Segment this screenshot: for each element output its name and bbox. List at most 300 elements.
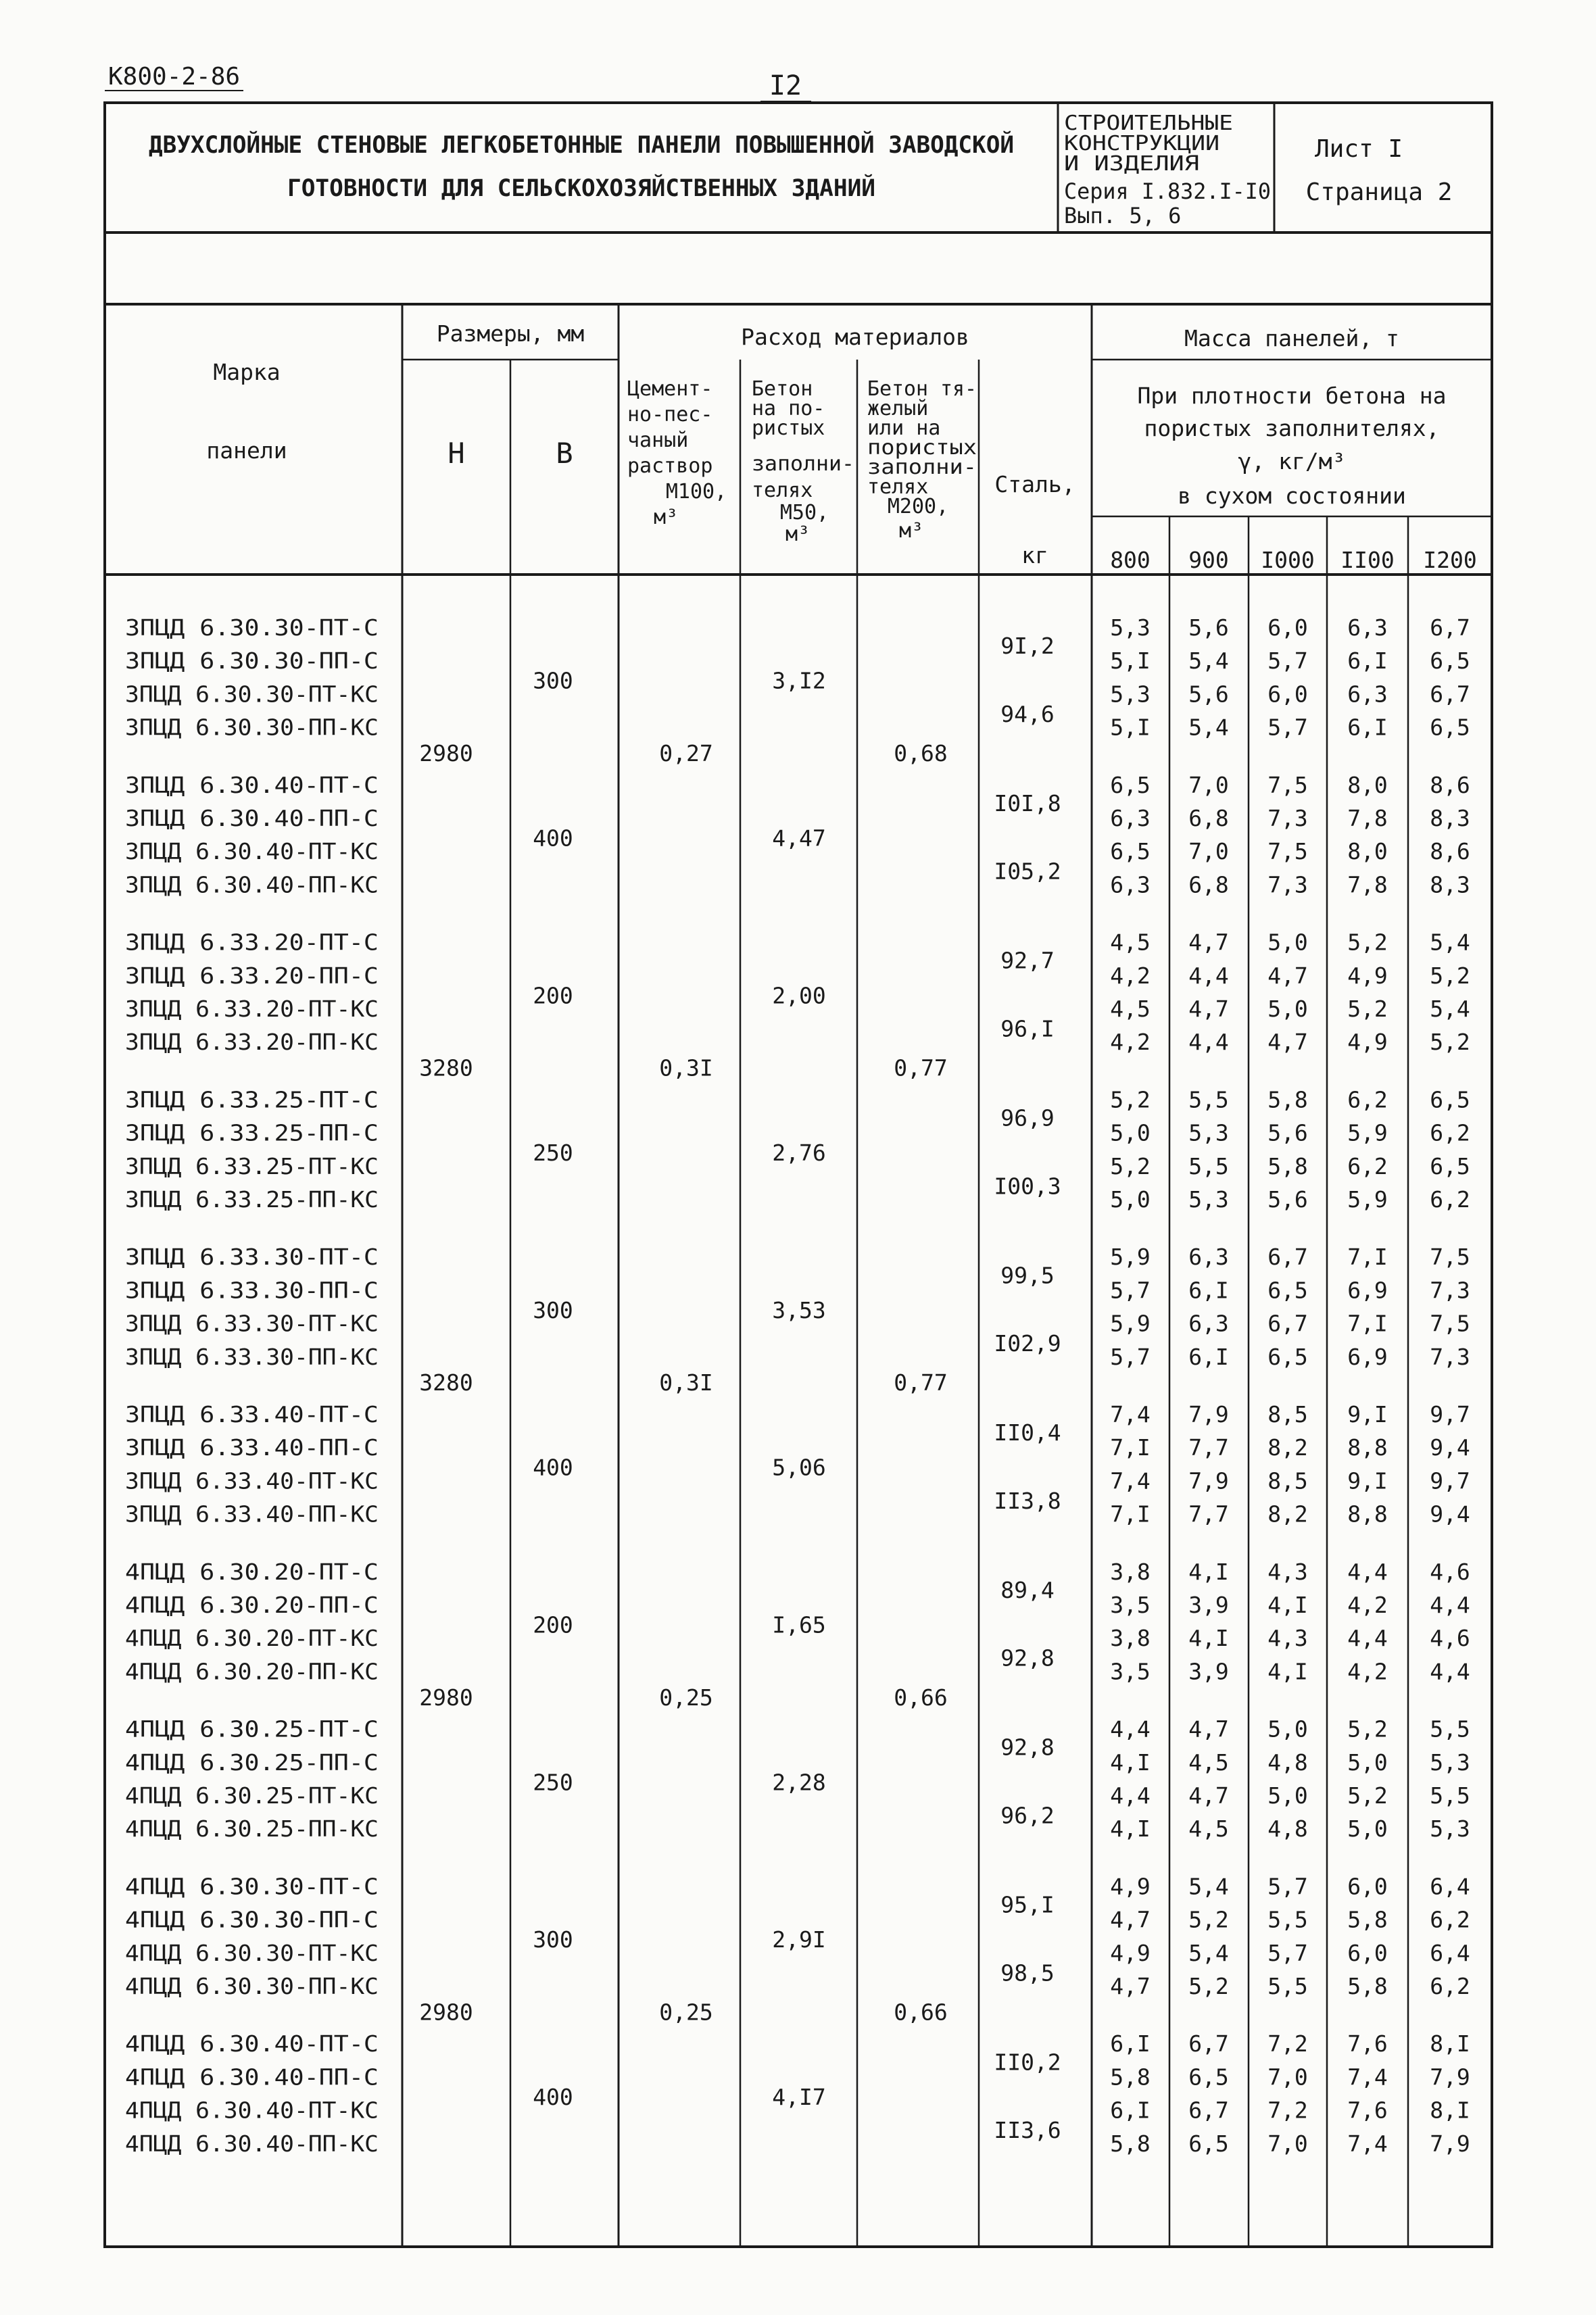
panel-mark: 3ПЦД 6.30.40-ПТ-КС (125, 838, 379, 865)
panel-mass-value: 9,4 (1430, 1434, 1470, 1461)
steel-mass: 9I,2 (1000, 633, 1055, 660)
panel-mark: 3ПЦД 6.30.30-ПП-С (125, 648, 379, 675)
cement-header-line5: М100, (665, 480, 727, 504)
steel-mass: I00,3 (994, 1173, 1061, 1200)
panel-height-h: 2980 (419, 739, 473, 766)
series-block-line2: КОНСТРУКЦИИ (1064, 132, 1219, 155)
steel-mass: 96,I (1000, 1015, 1055, 1042)
panel-mass-value: 6,7 (1188, 2097, 1229, 2124)
cement-header-line4: раствор (627, 454, 713, 478)
panel-mass-value: 3,9 (1188, 1658, 1229, 1685)
panel-mass-value: 7,5 (1267, 771, 1308, 798)
panel-mass-value: 6,5 (1267, 1343, 1308, 1370)
panel-mark: 4ПЦД 6.30.20-ПП-КС (125, 1658, 379, 1685)
column-headers (206, 320, 1476, 573)
panel-width-b: 250 (533, 1769, 573, 1796)
document-code: К800-2-86 (108, 63, 241, 91)
panel-mass-value: 7,8 (1347, 871, 1388, 898)
panel-mass-value: 6,8 (1188, 805, 1229, 831)
panel-mass-value: 6,5 (1188, 2130, 1229, 2157)
heavy-concrete-header (867, 377, 977, 543)
panel-mass-value: 6,5 (1110, 771, 1151, 798)
panel-width-b: 400 (533, 825, 573, 852)
panel-mass-value: 7,6 (1347, 2030, 1388, 2057)
panel-mass-value: 5,0 (1267, 1782, 1308, 1809)
steel-mass: II3,6 (994, 2117, 1061, 2144)
panel-mass-value: 5,0 (1110, 1119, 1151, 1146)
panel-mark: 4ПЦД 6.30.30-ПП-КС (125, 1973, 379, 1999)
panel-mass-value: 4,8 (1267, 1816, 1308, 1843)
light-concrete-volume: 2,76 (772, 1140, 826, 1167)
panel-mass-value: 5,2 (1110, 1086, 1151, 1113)
panel-mass-value: 5,4 (1188, 648, 1229, 675)
panel-mass-value: 5,7 (1267, 1873, 1308, 1900)
panel-mass-value: 6,9 (1347, 1277, 1388, 1304)
density-header-line3: γ, кг/м³ (1238, 448, 1346, 474)
panel-mass-value: 4,5 (1188, 1816, 1229, 1843)
panel-mass-value: 4,I (1110, 1816, 1151, 1843)
panel-mass-value: 7,9 (1188, 1401, 1229, 1428)
light-concrete-volume: 2,00 (772, 982, 826, 1009)
panel-mass-value: 4,4 (1188, 962, 1229, 989)
panel-mark: 4ПЦД 6.30.40-ПТ-С (125, 2030, 379, 2057)
cement-mortar-volume: 0,27 (659, 739, 713, 766)
panel-mass-value: 8,0 (1347, 771, 1388, 798)
panel-mark: 3ПЦД 6.30.30-ПТ-КС (125, 681, 379, 708)
panel-mass-value: 7,2 (1267, 2097, 1308, 2124)
panel-mass-value: 5,8 (1347, 1906, 1388, 1933)
panel-mass-value: 6,2 (1430, 1186, 1470, 1213)
mark-header-line2: панели (206, 437, 287, 464)
panel-mass-value: 6,5 (1267, 1277, 1308, 1304)
panel-mass-value: 5,0 (1110, 1186, 1151, 1213)
panel-mass-value: 6,4 (1430, 1939, 1470, 1966)
steel-mass: 89,4 (1000, 1576, 1055, 1603)
panel-mark: 4ПЦД 6.30.30-ПТ-С (125, 1873, 379, 1900)
panel-mass-value: 9,I (1347, 1401, 1388, 1428)
steel-header-line2: кг (1021, 542, 1048, 568)
panel-mass-value: 7,0 (1267, 2064, 1308, 2091)
panel-mass-value: 4,8 (1267, 1749, 1308, 1776)
cement-header-line1: Цемент- (627, 377, 713, 401)
panel-mass-value: 6,3 (1110, 805, 1151, 831)
light-concrete-volume: 2,28 (772, 1769, 826, 1796)
steel-mass: II3,8 (994, 1487, 1061, 1514)
heavy-header-line4: пористых (867, 436, 977, 460)
panel-mass-value: 5,9 (1110, 1244, 1151, 1271)
panel-mass-value: 5,4 (1188, 1873, 1229, 1900)
panel-mass-value: 4,I (1188, 1625, 1229, 1652)
panel-mass-value: 6,7 (1430, 681, 1470, 708)
panel-mass-value: 5,5 (1188, 1152, 1229, 1179)
density-1200: I200 (1423, 547, 1477, 573)
panel-mark: 3ПЦД 6.33.25-ПТ-КС (125, 1152, 379, 1179)
panel-width-b: 400 (533, 2083, 573, 2110)
heavy-header-line6: телях (867, 475, 929, 499)
panel-mark: 3ПЦД 6.33.30-ПТ-КС (125, 1310, 379, 1337)
page-of-sheet: Страница 2 (1305, 178, 1453, 206)
panel-mass-value: 4,5 (1110, 996, 1151, 1022)
panel-mass-value: 6,0 (1347, 1939, 1388, 1966)
panel-mass-value: 6,I (1347, 648, 1388, 675)
heavy-header-line3: или на (867, 416, 941, 440)
panel-mark: 3ПЦД 6.33.30-ПП-С (125, 1277, 379, 1304)
panel-mass-value: 4,5 (1188, 1749, 1229, 1776)
panel-mass-value: 4,2 (1110, 962, 1151, 989)
panel-mass-value: 8,3 (1430, 805, 1470, 831)
panel-mass-value: 3,9 (1188, 1592, 1229, 1618)
panel-mass-value: 4,7 (1188, 929, 1229, 956)
panel-mass-value: 7,9 (1430, 2064, 1470, 2091)
panel-mass-value: 7,4 (1110, 1467, 1151, 1494)
panel-mass-value: 3,8 (1110, 1558, 1151, 1585)
panel-mass-value: 7,4 (1347, 2130, 1388, 2157)
panel-mass-value: 7,5 (1267, 838, 1308, 865)
panel-mass-value: 4,4 (1347, 1625, 1388, 1652)
panel-mass-value: 6,I (1110, 2097, 1151, 2124)
light-header-line6: М50, (779, 501, 829, 525)
steel-mass: 92,8 (1000, 1644, 1055, 1672)
panel-mass-value: 6,0 (1347, 1873, 1388, 1900)
panel-mass-value: 6,8 (1188, 871, 1229, 898)
panel-mass-value: 5,5 (1267, 1973, 1308, 1999)
panel-mass-value: 5,5 (1267, 1906, 1308, 1933)
light-concrete-volume: 3,I2 (772, 667, 826, 694)
panel-mark: 4ПЦД 6.30.20-ПТ-КС (125, 1625, 379, 1652)
panel-mass-value: 5,4 (1430, 929, 1470, 956)
panel-mass-value: 6,0 (1267, 614, 1308, 641)
panel-mass-value: 7,3 (1430, 1277, 1470, 1304)
heavy-concrete-volume: 0,77 (894, 1369, 948, 1396)
panel-mark: 4ПЦД 6.30.40-ПП-КС (125, 2130, 379, 2157)
panel-mass-value: 7,I (1110, 1434, 1151, 1461)
panel-mass-value: 5,3 (1188, 1186, 1229, 1213)
panel-mass-value: 6,2 (1430, 1119, 1470, 1146)
panel-mass-value: 8,5 (1267, 1467, 1308, 1494)
panel-mass-value: 7,4 (1347, 2064, 1388, 2091)
panel-mass-value: 5,7 (1267, 1939, 1308, 1966)
panel-mass-value: 6,I (1188, 1277, 1229, 1304)
panel-mass-value: 7,I (1347, 1310, 1388, 1337)
panel-mass-value: 7,I (1110, 1501, 1151, 1528)
panel-mark: 4ПЦД 6.30.25-ПП-КС (125, 1816, 379, 1843)
panel-mark: 3ПЦД 6.33.30-ПП-КС (125, 1343, 379, 1370)
panel-mark: 3ПЦД 6.30.30-ПП-КС (125, 714, 379, 741)
panel-mass-value: 6,4 (1430, 1873, 1470, 1900)
panel-mass-value: 6,2 (1347, 1152, 1388, 1179)
steel-mass: I05,2 (994, 858, 1061, 885)
panel-mark: 3ПЦД 6.30.30-ПТ-С (125, 614, 379, 641)
panel-mass-value: 6,5 (1188, 2064, 1229, 2091)
panel-width-b: 300 (533, 1296, 573, 1323)
panel-mass-value: 8,3 (1430, 871, 1470, 898)
panel-mass-value: 4,9 (1347, 1029, 1388, 1056)
panel-mass-value: 6,7 (1267, 1244, 1308, 1271)
panel-mass-value: 4,2 (1347, 1658, 1388, 1685)
doc-title-line2: ГОТОВНОСТИ ДЛЯ СЕЛЬСКОХОЗЯЙСТВЕННЫХ ЗДАНИЙ (287, 175, 886, 202)
panel-mass-value: 4,4 (1347, 1558, 1388, 1585)
panel-mass-value: 7,2 (1267, 2030, 1308, 2057)
panel-mass-value: 4,4 (1430, 1592, 1470, 1618)
steel-mass: I0I,8 (994, 789, 1061, 817)
panel-mass-value: 7,0 (1188, 838, 1229, 865)
light-header-line1: Бетон (752, 377, 813, 401)
light-header-line4: заполни- (752, 452, 854, 476)
panel-mass-value: 9,7 (1430, 1467, 1470, 1494)
panel-mass-value: 9,4 (1430, 1501, 1470, 1528)
panel-width-b: 200 (533, 1611, 573, 1638)
panel-mass-value: 8,6 (1430, 838, 1470, 865)
panel-mass-value: 7,9 (1430, 2130, 1470, 2157)
panel-mark: 3ПЦД 6.33.40-ПТ-С (125, 1401, 379, 1428)
panel-mass-value: 6,3 (1347, 614, 1388, 641)
steel-mass: 94,6 (1000, 700, 1055, 727)
heavy-header-line7: М200, (887, 495, 949, 518)
density-header-line1: При плотности бетона на (1137, 383, 1447, 409)
panel-mark: 3ПЦД 6.33.40-ПП-КС (125, 1501, 379, 1528)
panel-mass-value: 6,3 (1188, 1310, 1229, 1337)
panel-mass-value: 4,4 (1430, 1658, 1470, 1685)
panel-mass-value: 5,8 (1110, 2130, 1151, 2157)
panel-width-b: 400 (533, 1454, 573, 1481)
panel-mass-value: 4,I (1267, 1592, 1308, 1618)
panel-mass-value: 5,7 (1267, 648, 1308, 675)
panel-mass-value: 5,3 (1110, 681, 1151, 708)
panel-mass-value: 5,0 (1267, 996, 1308, 1022)
panel-mass-value: 7,0 (1188, 771, 1229, 798)
series-block-line1: СТРОИТЕЛЬНЫЕ (1064, 112, 1233, 135)
panel-mark: 3ПЦД 6.33.20-ПТ-КС (125, 996, 379, 1022)
panel-mass-value: 4,3 (1267, 1625, 1308, 1652)
panel-mass-value: 9,I (1347, 1467, 1388, 1494)
heavy-header-line8: м³ (898, 519, 924, 543)
light-concrete-volume: 3,53 (772, 1296, 826, 1323)
steel-mass: 92,7 (1000, 947, 1055, 974)
panel-mass-value: 4,5 (1110, 929, 1151, 956)
panel-mass-value: 5,3 (1430, 1816, 1470, 1843)
panel-mark: 3ПЦД 6.33.20-ПП-С (125, 962, 379, 989)
panel-mass-value: 7,I (1347, 1244, 1388, 1271)
panel-mass-value: 3,5 (1110, 1592, 1151, 1618)
sizes-header: Размеры, мм (436, 320, 585, 347)
steel-mass: 98,5 (1000, 1959, 1055, 1987)
light-concrete-volume: I,65 (772, 1611, 826, 1638)
panel-mass-value: 5,6 (1188, 614, 1229, 641)
panel-mass-value: 7,3 (1267, 871, 1308, 898)
panel-mass-value: 3,5 (1110, 1658, 1151, 1685)
steel-mass: 99,5 (1000, 1262, 1055, 1289)
cement-header-line6: м³ (653, 506, 679, 529)
panel-mass-value: 5,7 (1110, 1343, 1151, 1370)
panel-mass-value: 6,9 (1347, 1343, 1388, 1370)
panel-mass-value: 6,3 (1110, 871, 1151, 898)
mark-header-line1: Марка (213, 359, 281, 385)
light-header-line2: на по- (752, 397, 825, 420)
panel-mass-value: 5,2 (1347, 996, 1388, 1022)
panel-mass-value: 8,8 (1347, 1501, 1388, 1528)
density-900: 900 (1188, 547, 1229, 573)
steel-header-line1: Сталь, (994, 471, 1075, 497)
panel-mass-value: 5,3 (1188, 1119, 1229, 1146)
panel-mark: 4ПЦД 6.30.40-ПП-С (125, 2064, 379, 2091)
panel-mass-value: 5,8 (1347, 1973, 1388, 1999)
panel-mark: 3ПЦД 6.33.25-ПТ-С (125, 1086, 379, 1113)
panel-mark: 3ПЦД 6.30.40-ПП-КС (125, 871, 379, 898)
panel-mass-value: 6,5 (1430, 714, 1470, 741)
cement-mortar-volume: 0,3I (659, 1054, 713, 1081)
panel-mark: 4ПЦД 6.30.20-ПП-С (125, 1592, 379, 1618)
doc-title-line1: ДВУХСЛОЙНЫЕ СТЕНОВЫЕ ЛЕГКОБЕТОННЫЕ ПАНЕЛИ ПОВЫШЕННОЙ ЗАВОДСКОЙ (149, 132, 1032, 159)
b-header: В (556, 437, 573, 470)
heavy-header-line5: заполни- (867, 456, 977, 479)
panel-mass-value: 5,2 (1430, 962, 1470, 989)
panel-mass-value: 5,2 (1347, 929, 1388, 956)
panel-mass-value: 6,I (1188, 1343, 1229, 1370)
panel-mass-value: 9,7 (1430, 1401, 1470, 1428)
panel-mass-value: 8,0 (1347, 838, 1388, 865)
panel-mark: 3ПЦД 6.33.30-ПТ-С (125, 1244, 379, 1271)
panel-mass-value: 5,4 (1188, 1939, 1229, 1966)
panel-mass-value: 4,2 (1110, 1029, 1151, 1056)
panel-mass-value: 7,5 (1430, 1310, 1470, 1337)
panel-mass-value: 8,8 (1347, 1434, 1388, 1461)
panel-mass-value: 4,I (1188, 1558, 1229, 1585)
panel-mass-value: 7,3 (1267, 805, 1308, 831)
steel-mass: 92,8 (1000, 1734, 1055, 1761)
panel-mass-value: 8,I (1430, 2097, 1470, 2124)
panel-mass-value: 4,3 (1267, 1558, 1308, 1585)
light-header-line7: м³ (785, 522, 811, 546)
panel-mass-value: 4,I (1267, 1658, 1308, 1685)
panel-mark: 4ПЦД 6.30.30-ПТ-КС (125, 1939, 379, 1966)
panel-mass-value: 4,6 (1430, 1558, 1470, 1585)
panel-mass-value: 4,7 (1188, 1715, 1229, 1743)
panel-mass-value: 4,7 (1188, 996, 1229, 1022)
panel-mass-value: 5,7 (1110, 1277, 1151, 1304)
cement-mortar-header (627, 377, 727, 529)
panel-mass-value: 5,2 (1347, 1782, 1388, 1809)
panel-mark: 3ПЦД 6.33.25-ПП-КС (125, 1186, 379, 1213)
panel-mass-value: 6,0 (1267, 681, 1308, 708)
panel-mass-value: 8,2 (1267, 1434, 1308, 1461)
panel-mass-value: 6,2 (1430, 1906, 1470, 1933)
panel-mass-value: 5,0 (1347, 1816, 1388, 1843)
panel-mass-value: 3,8 (1110, 1625, 1151, 1652)
density-1100: II00 (1340, 547, 1395, 573)
panel-mark: 4ПЦД 6.30.20-ПТ-С (125, 1558, 379, 1585)
panel-mass-value: 4,7 (1110, 1906, 1151, 1933)
series-block-line4: Серия I.832.I-I0 (1064, 178, 1271, 204)
steel-mass: 96,2 (1000, 1802, 1055, 1829)
panel-mark: 3ПЦД 6.33.40-ПП-С (125, 1434, 379, 1461)
panel-mass-value: 6,5 (1110, 838, 1151, 865)
series-block-line5: Вып. 5, 6 (1064, 203, 1182, 228)
panel-mark: 4ПЦД 6.30.30-ПП-С (125, 1906, 379, 1933)
panel-mass-value: 5,5 (1430, 1715, 1470, 1743)
panel-mass-value: 5,6 (1267, 1186, 1308, 1213)
cement-mortar-volume: 0,3I (659, 1369, 713, 1396)
steel-mass: 96,9 (1000, 1104, 1055, 1131)
panel-mass-value: 6,5 (1430, 648, 1470, 675)
panel-height-h: 3280 (419, 1054, 473, 1081)
density-header-line4: в сухом состоянии (1178, 483, 1406, 509)
panel-mass-value: 5,I (1110, 648, 1151, 675)
panel-mass-value: 6,7 (1430, 614, 1470, 641)
sheet-number: Лист I (1314, 135, 1403, 163)
panel-mass-value: 4,7 (1188, 1782, 1229, 1809)
panel-mass-value: 5,2 (1430, 1029, 1470, 1056)
panel-mark: 4ПЦД 6.30.25-ПП-С (125, 1749, 379, 1776)
panel-mass-value: 8,6 (1430, 771, 1470, 798)
panel-mass-value: 4,4 (1110, 1782, 1151, 1809)
heavy-concrete-volume: 0,66 (894, 1999, 948, 2026)
panel-mass-value: 7,6 (1347, 2097, 1388, 2124)
steel-mass: I02,9 (994, 1330, 1061, 1357)
heavy-concrete-volume: 0,68 (894, 739, 948, 766)
panel-mass-value: 7,5 (1430, 1244, 1470, 1271)
panel-mass-value: 4,4 (1110, 1715, 1151, 1743)
panel-mass-value: 5,8 (1110, 2064, 1151, 2091)
panel-mass-value: 5,3 (1430, 1749, 1470, 1776)
light-concrete-volume: 2,9I (772, 1926, 826, 1953)
panel-mass-value: 5,6 (1188, 681, 1229, 708)
panel-mass-value: 7,7 (1188, 1501, 1229, 1528)
panel-mass-value: 6,3 (1347, 681, 1388, 708)
panel-mass-value: 4,7 (1110, 1973, 1151, 1999)
light-concrete-volume: 4,47 (772, 825, 826, 852)
panel-mass-value: 6,2 (1430, 1973, 1470, 1999)
panel-mark: 3ПЦД 6.33.20-ПП-КС (125, 1029, 379, 1056)
panel-width-b: 250 (533, 1140, 573, 1167)
panel-mass-value: 8,2 (1267, 1501, 1308, 1528)
panel-mass-value: 7,0 (1267, 2130, 1308, 2157)
panel-mass-value: 4,I (1110, 1749, 1151, 1776)
panel-mass-value: 5,4 (1430, 996, 1470, 1022)
panel-mark: 3ПЦД 6.33.25-ПП-С (125, 1119, 379, 1146)
panel-mass-value: 4,9 (1110, 1939, 1151, 1966)
panel-mass-value: 5,9 (1347, 1119, 1388, 1146)
panel-mass-value: 5,2 (1188, 1973, 1229, 1999)
light-concrete-volume: 5,06 (772, 1454, 826, 1481)
light-header-line3: ристых (752, 416, 825, 440)
panel-mark: 3ПЦД 6.33.20-ПТ-С (125, 929, 379, 956)
cement-mortar-volume: 0,25 (659, 1684, 713, 1711)
heavy-concrete-volume: 0,77 (894, 1054, 948, 1081)
panel-mass-value: 6,2 (1347, 1086, 1388, 1113)
steel-mass: 95,I (1000, 1891, 1055, 1918)
panel-mark: 3ПЦД 6.30.40-ПП-С (125, 805, 379, 831)
cement-mortar-volume: 0,25 (659, 1999, 713, 2026)
panel-mass-value: 5,0 (1347, 1749, 1388, 1776)
heavy-concrete-volume: 0,66 (894, 1684, 948, 1711)
cement-header-line3: чаный (627, 429, 689, 452)
panel-mass-value: 6,5 (1430, 1086, 1470, 1113)
light-concrete-volume: 4,I7 (772, 2083, 826, 2110)
panel-mark: 3ПЦД 6.33.40-ПТ-КС (125, 1467, 379, 1494)
panel-mark: 4ПЦД 6.30.40-ПТ-КС (125, 2097, 379, 2124)
panel-mass-value: 7,7 (1188, 1434, 1229, 1461)
materials-header: Расход материалов (741, 324, 969, 350)
panel-mass-value: 6,7 (1267, 1310, 1308, 1337)
panel-mass-value: 5,0 (1267, 929, 1308, 956)
light-concrete-header (752, 377, 854, 546)
page-number: I2 (769, 70, 802, 101)
panel-mass-value: 4,6 (1430, 1625, 1470, 1652)
panel-mass-value: 5,8 (1267, 1152, 1308, 1179)
panel-mass-value: 6,I (1347, 714, 1388, 741)
panel-mass-value: 6,3 (1188, 1244, 1229, 1271)
panel-mass-value: 5,2 (1188, 1906, 1229, 1933)
